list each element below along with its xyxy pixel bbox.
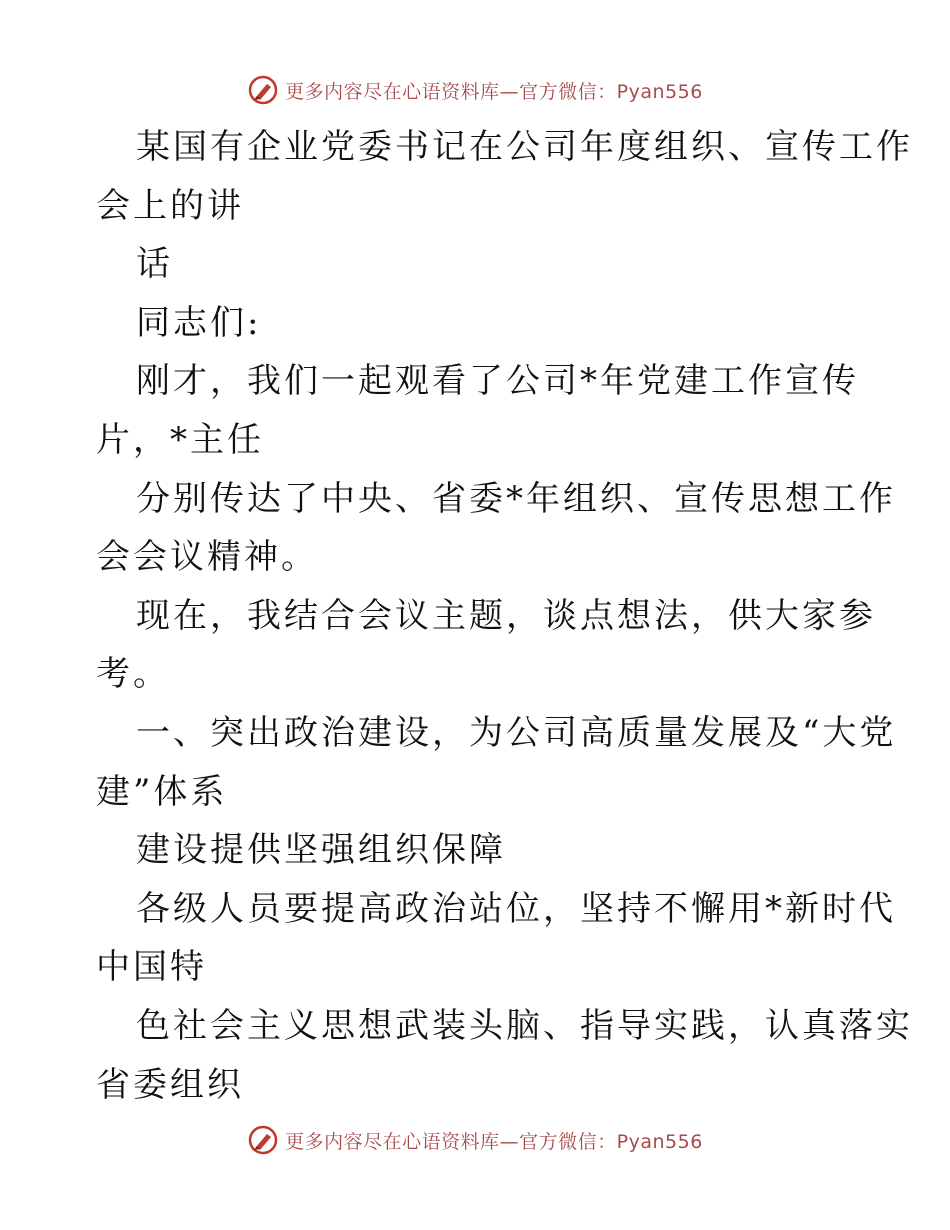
text-line: 各级人员要提高政治站位，坚持不懈用*新时代 [136,888,896,929]
text-line: 片，*主任 [96,419,264,460]
pen-nib-logo-icon [247,1124,279,1156]
text-line: 刚才，我们一起观看了公司*年党建工作宣传 [136,361,859,402]
text-line: 建”体系 [96,771,228,812]
text-line: 考。 [96,654,170,695]
text-line: 话 [136,244,173,285]
text-line: 同志们: [136,302,262,343]
text-line: 会上的讲 [96,185,244,226]
text-line: 省委组织 [96,1064,244,1105]
text-line: 现在，我结合会议主题，谈点想法，供大家参 [136,595,876,636]
text-line: 会会议精神。 [96,537,318,578]
text-line: 分别传达了中央、省委*年组织、宣传思想工作 [136,478,896,519]
text-line: 一、突出政治建设，为公司高质量发展及“大党 [136,712,897,753]
document-body [96,118,913,1114]
footer-banner-text: 更多内容尽在心语资料库—官方微信：Pyan556 [285,1130,703,1153]
text-line: 某国有企业党委书记在公司年度组织、宣传工作 [136,127,913,167]
footer-banner [0,1120,950,1160]
header-banner [0,70,950,110]
pen-nib-logo-icon [247,74,279,106]
text-line: 中国特 [96,947,207,988]
header-banner-text: 更多内容尽在心语资料库—官方微信：Pyan556 [285,80,703,103]
text-line: 色社会主义思想武装头脑、指导实践，认真落实 [136,1005,913,1046]
text-line: 建设提供坚强组织保障 [136,830,506,871]
